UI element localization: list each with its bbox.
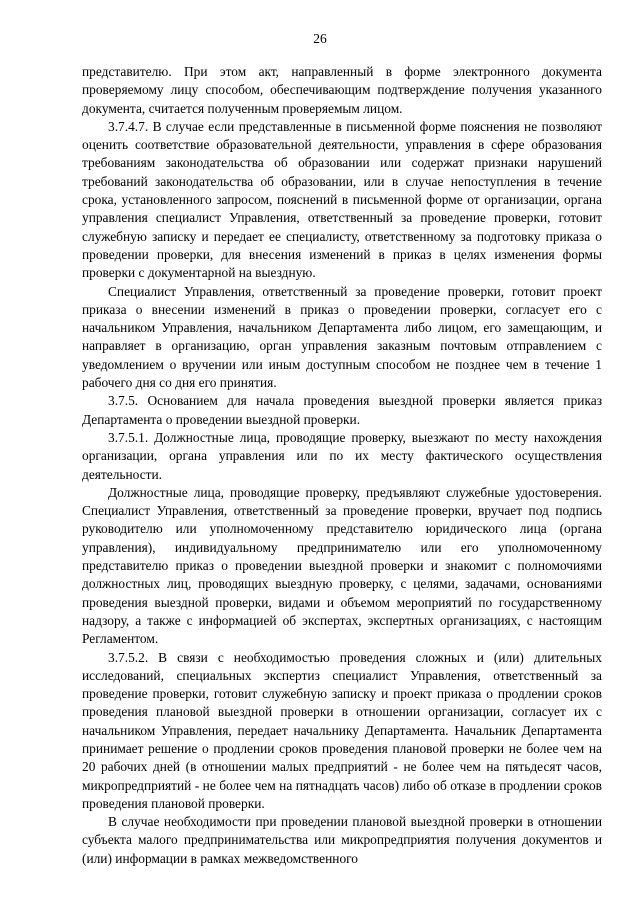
paragraph: Должностные лица, проводящие проверку, предъявляют служебные удостоверения. Специалист Управления, ответственный за проведение проверки, вручает под подпись руководителю или уполномоченному представителю юридического лица (органа управления), индивидуальному предпринимателю или его уполномоченному представителю приказ о проведении выездной проверки и знакомит с полномочиями должностных лиц, проводящих выездную проверку, с целями, задачами, основаниями проведения выездной проверки, видами и объемом мероприятий по государственному надзору, а также с информацией об экспертах, экспертных организациях, с настоящим Регламентом. xyxy=(82,484,602,647)
paragraph: 3.7.5. Основанием для начала проведения выездной проверки является приказ Департамента о проведении выездной проверки. xyxy=(82,393,602,427)
paragraph: В случае необходимости при проведении плановой выездной проверки в отношении субъекта малого предпринимательства или микропредприятия получения документов и (или) информации в рамках межведомственного xyxy=(82,814,602,866)
paragraph: 3.7.5.1. Должностные лица, проводящие проверку, выезжают по месту нахождения организации, органа управления или по их месту фактического осуществления деятельности. xyxy=(82,429,602,482)
paragraph: представителю. При этом акт, направленный в форме электронного документа проверяемому лицу способом, обеспечивающим подтверждение получения указанного документа, считается полученным проверяемым лицом. xyxy=(82,64,602,116)
page-number: 26 xyxy=(313,31,327,46)
document-body xyxy=(82,63,602,868)
paragraph: Специалист Управления, ответственный за проведение проверки, готовит проект приказа о внесении изменений в приказ о проведении проверки, согласует его с начальником Управления, начальником Департамента либо лицом, его замещающим, и направляет в организацию, орган управления заказным почтовым отправлением с уведомлением о вручении или иным доступным способом не позднее чем в течение 1 рабочего дня со дня его принятия. xyxy=(82,283,602,391)
paragraph: 3.7.4.7. В случае если представленные в письменной форме пояснения не позволяют оценить соответствие образовательной деятельности, управления в сфере образования требованиям законодательства об образовании или содержат признаки нарушений требований законодательства об образовании, или в случае непоступления в течение срока, установленного запросом, пояснений в письменной форме от организации, органа управления специалист Управления, ответственный за проведение проверки, готовит служебную записку и передает ее специалисту, ответственному за подготовку приказа о проведении проверки, для внесения изменений в приказ в целях изменения формы проверки с документарной на выездную. xyxy=(82,118,602,281)
paragraph: 3.7.5.2. В связи с необходимостью проведения сложных и (или) длительных исследований, специальных экспертиз специалист Управления, ответственный за проведение проверки, готовит служебную записку и проект приказа о продлении сроков проведения плановой выездной проверки в отношении организации, согласует их с начальником Управления, передает начальнику Департамента. Начальник Департамента принимает решение о продлении сроков проведения плановой проверки не более чем на 20 рабочих дней (в отношении малых предприятий - не более чем на пятьдесят часов, микропредприятий - не более чем на пятнадцать часов) либо об отказе в продлении сроков проведения плановой проверки. xyxy=(82,649,602,811)
